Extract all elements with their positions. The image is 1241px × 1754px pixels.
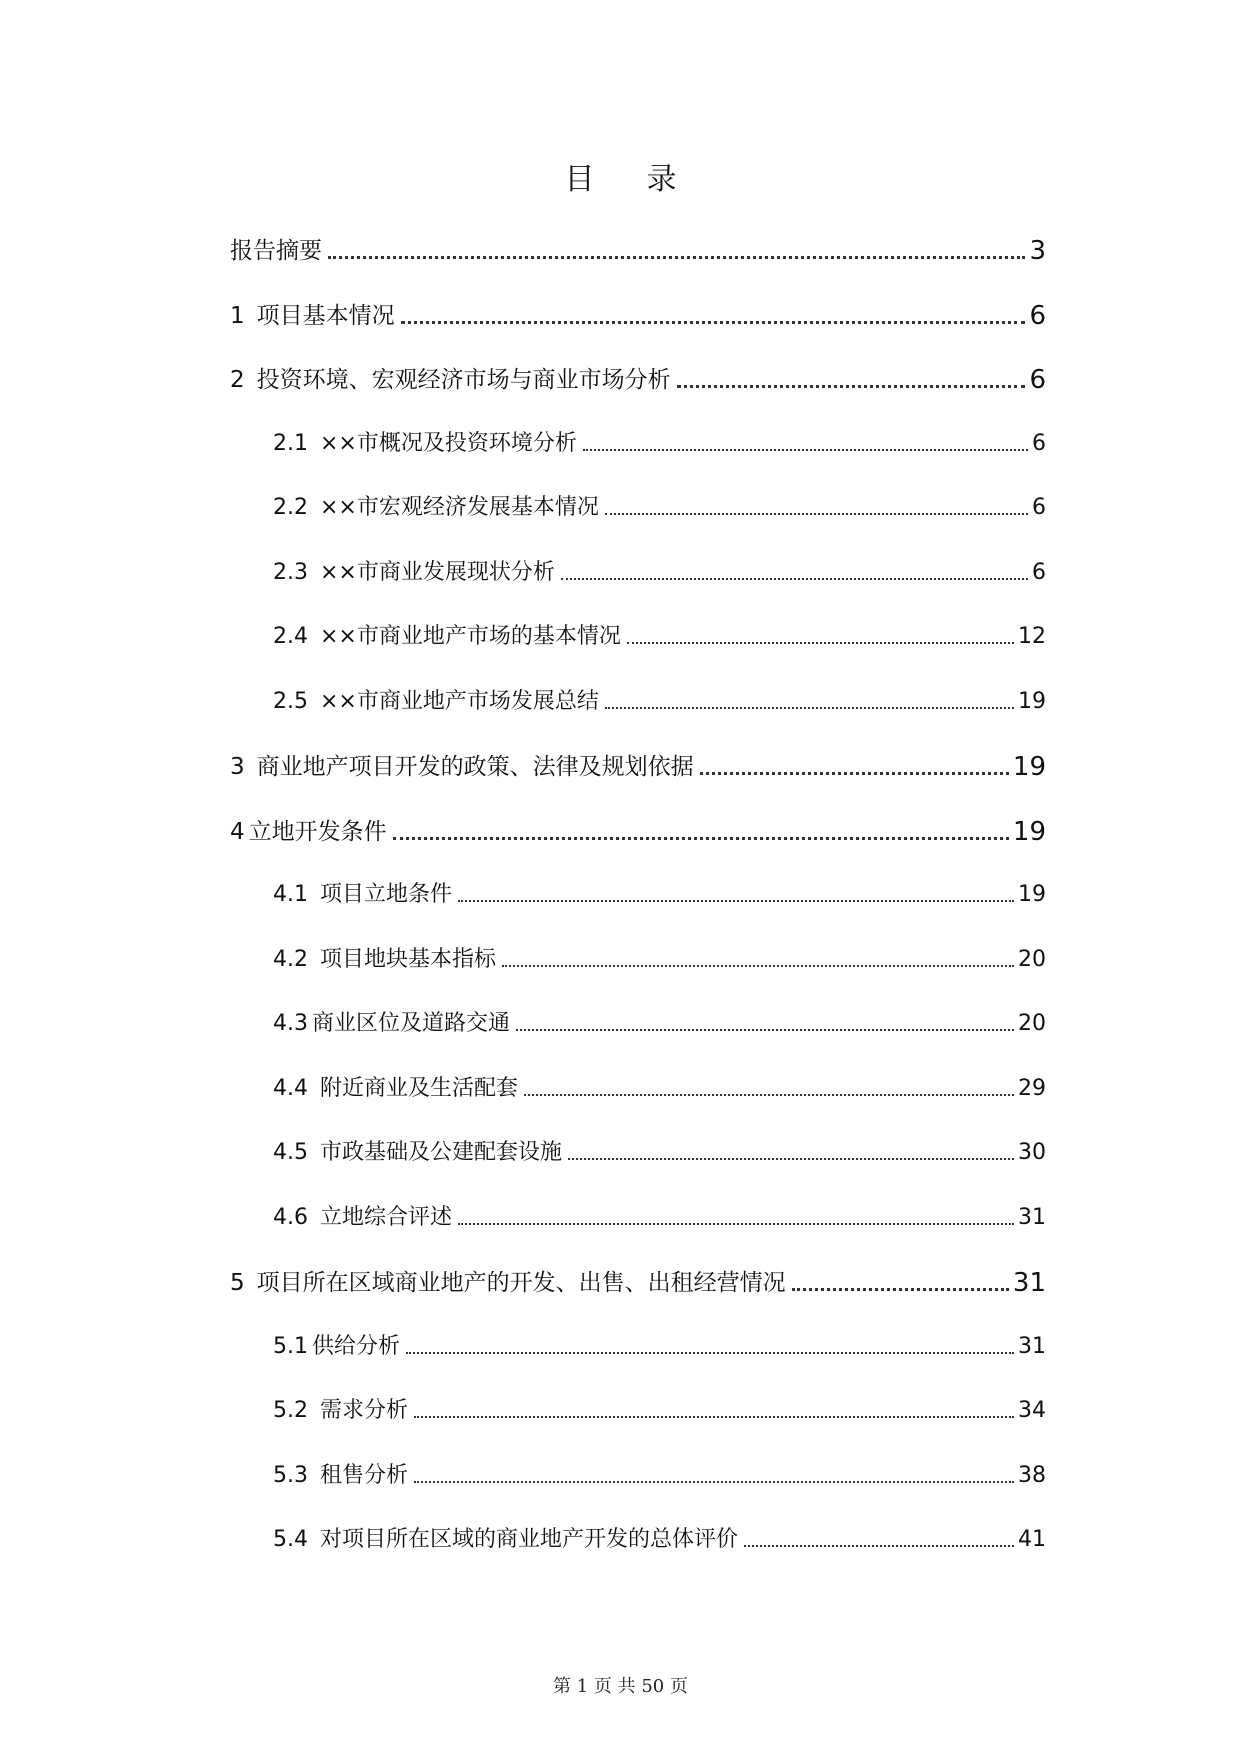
toc-entry-label: ××市概况及投资环境分析 [320,431,577,456]
toc-entry-2-2[interactable] [273,492,1046,524]
toc-entry-label: 市政基础及公建配套设施 [320,1140,563,1165]
toc-page-number: 6 [1029,301,1046,331]
toc-entry-number: 4.1 [273,882,308,907]
toc-entry-label: 立地开发条件 [248,819,387,845]
toc-entry-label: 报告摘要 [230,238,322,264]
toc-dot-leader [677,385,1026,388]
toc-page-number: 6 [1032,560,1046,585]
toc-entry-5-4[interactable] [273,1524,1046,1556]
toc-entry-number: 2 [230,367,245,393]
toc-dot-leader [605,513,1028,515]
toc-page-number: 20 [1018,1011,1046,1036]
toc-entry-summary[interactable] [230,234,1046,268]
toc-page-number: 41 [1018,1527,1046,1552]
toc-entry-number: 4.2 [273,947,308,972]
toc-entry-2-4[interactable] [273,621,1046,653]
toc-dot-leader [627,642,1014,644]
toc-entry-label: 商业地产项目开发的政策、法律及规划依据 [256,754,694,780]
toc-entry-number: 5.2 [273,1398,308,1423]
toc-entry-2-3[interactable] [273,557,1046,589]
toc-dot-leader [568,1158,1014,1160]
toc-entry-5-3[interactable] [273,1460,1046,1492]
toc-entry-label: 项目立地条件 [320,882,453,907]
toc-entry-number: 5 [230,1270,245,1296]
toc-entry-4-4[interactable] [273,1073,1046,1105]
toc-entry-2-5[interactable] [273,686,1046,718]
toc-entry-label: 供给分析 [312,1334,401,1359]
toc-dot-leader [583,449,1028,451]
toc-entry-4-1[interactable] [273,879,1046,911]
toc-page-number: 31 [1018,1205,1046,1230]
toc-page-number: 19 [1012,817,1046,847]
toc-dot-leader [458,1223,1014,1225]
toc-entry-1[interactable] [230,299,1046,333]
toc-entry-label: 立地综合评述 [320,1205,453,1230]
toc-page-number: 12 [1018,624,1046,649]
toc-entry-number: 3 [230,754,245,780]
toc-title: 目录 [564,162,729,197]
toc-entry-label: ××市商业地产市场发展总结 [320,689,599,714]
toc-entry-4-3[interactable] [273,1008,1046,1040]
toc-page-number: 6 [1032,495,1046,520]
toc-page-number: 29 [1018,1076,1046,1101]
toc-dot-leader [516,1029,1014,1031]
toc-dot-leader [328,256,1025,259]
toc-entry-2-1[interactable] [273,428,1046,460]
toc-entry-5-2[interactable] [273,1395,1046,1427]
toc-dot-leader [744,1545,1014,1547]
toc-entry-label: 需求分析 [320,1398,409,1423]
toc-entry-label: 对项目所在区域的商业地产开发的总体评价 [320,1527,739,1552]
toc-page-number: 6 [1029,365,1046,395]
toc-dot-leader [561,578,1028,580]
toc-entry-number: 2.2 [273,495,308,520]
toc-dot-leader [406,1352,1014,1354]
toc-entry-number: 2.1 [273,431,308,456]
toc-entry-number: 2.4 [273,624,308,649]
toc-entry-number: 4 [230,819,245,845]
toc-dot-leader [458,900,1014,902]
toc-entry-number: 4.4 [273,1076,308,1101]
toc-entry-3[interactable] [230,750,1046,784]
toc-entry-number: 4.5 [273,1140,308,1165]
toc-page-number: 19 [1018,689,1046,714]
toc-entry-label: 项目地块基本指标 [320,947,497,972]
toc-entry-number: 2.5 [273,689,308,714]
toc-entry-number: 5.3 [273,1463,308,1488]
toc-dot-leader [401,321,1026,324]
toc-entry-number: 5.1 [273,1334,308,1359]
page-footer: 第 1 页 共 50 页 [553,1676,688,1697]
toc-entry-5-1[interactable] [273,1331,1046,1363]
toc-dot-leader [700,772,1009,775]
toc-page-number: 31 [1012,1268,1046,1298]
toc-entry-label: ××市宏观经济发展基本情况 [320,495,599,520]
toc-dot-leader [502,965,1014,967]
toc-entry-label: ××市商业地产市场的基本情况 [320,624,621,649]
toc-dot-leader [605,707,1014,709]
toc-page-number: 3 [1029,236,1046,266]
toc-entry-label: 附近商业及生活配套 [320,1076,519,1101]
toc-entry-4[interactable] [230,815,1046,849]
toc-entry-number: 5.4 [273,1527,308,1552]
toc-entry-2[interactable] [230,363,1046,397]
toc-dot-leader [414,1416,1014,1418]
toc-entry-label: 项目所在区域商业地产的开发、出售、出租经营情况 [256,1270,786,1296]
toc-entry-number: 4.6 [273,1205,308,1230]
toc-page-number: 19 [1012,752,1046,782]
toc-entry-label: ××市商业发展现状分析 [320,560,555,585]
toc-dot-leader [792,1288,1009,1291]
toc-entry-label: 项目基本情况 [256,303,395,329]
toc-entry-number: 1 [230,303,245,329]
toc-entry-number: 4.3 [273,1011,308,1036]
toc-entry-label: 商业区位及道路交通 [312,1011,511,1036]
toc-entry-4-5[interactable] [273,1137,1046,1169]
toc-page-number: 19 [1018,882,1046,907]
toc-page-number: 38 [1018,1463,1046,1488]
toc-entry-number: 2.3 [273,560,308,585]
toc-dot-leader [414,1481,1014,1483]
toc-dot-leader [524,1094,1014,1096]
toc-entry-4-6[interactable] [273,1202,1046,1234]
toc-entry-label: 租售分析 [320,1463,409,1488]
toc-entry-5[interactable] [230,1266,1046,1300]
toc-page-number: 34 [1018,1398,1046,1423]
toc-dot-leader [393,837,1009,840]
toc-page-number: 31 [1018,1334,1046,1359]
toc-entry-label: 投资环境、宏观经济市场与商业市场分析 [256,367,671,393]
toc-entry-4-2[interactable] [273,944,1046,976]
toc-page-number: 30 [1018,1140,1046,1165]
toc-page-number: 6 [1032,431,1046,456]
toc-page-number: 20 [1018,947,1046,972]
